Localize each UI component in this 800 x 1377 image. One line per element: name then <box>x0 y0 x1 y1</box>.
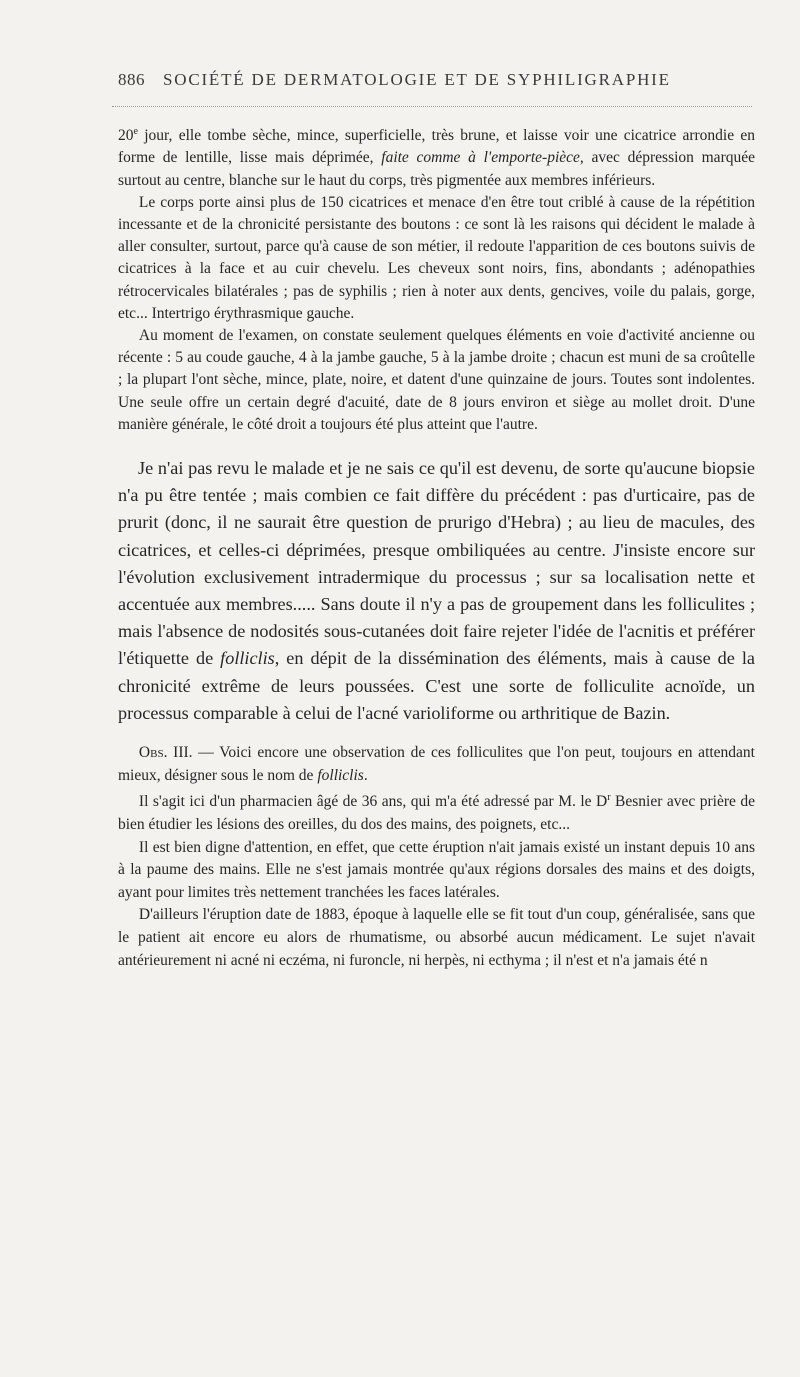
paragraph: Le corps porte ainsi plus de 150 cicatrices et menace d'en être tout criblé à cause de la répétition incessante et de la chronicité persistante des boutons : ce sont là les raisons qui décident le malade à aller consulter, surtout, parce qu'à cause de son métier, il redoute l'apparition de ces boutons suivis de cicatrices à la face et au cuir chevelu. Les cheveux sont noirs, fins, abondants ; adénopathies rétrocervicales bilatérales ; pas de syphilis ; rien à noter aux dents, gencives, voile du palais, gorge, etc... Intertrigo érythrasmique gauche. <box>118 193 755 322</box>
discussion-block <box>118 455 755 727</box>
paragraph: Obs. III. — Voici encore une observation de ces folliculites que l'on peut, toujours en attendant mieux, désigner sous le nom de folliclis. <box>118 744 755 784</box>
observation-3 <box>118 742 755 972</box>
paragraph: Il est bien digne d'attention, en effet, que cette éruption n'ait jamais existé un instant depuis 10 ans à la paume des mains. Elle ne s'est jamais montrée qu'aux régions dorsales des mains et des doigts, ayant pour limites très nettement tranchées les faces latérales. <box>118 838 755 901</box>
paragraph: Je n'ai pas revu le malade et je ne sais ce qu'il est devenu, de sorte qu'aucune biopsie n'a pu être tentée ; mais combien ce fait diffère du précédent : pas d'urticaire, pas de prurit (donc, il ne saurait être question de prurigo d'Hebra) ; au lieu de macules, des cicatrices, et celles-ci déprimées, presque ombiliquées au centre. J'insiste encore sur l'évolution exclusivement intradermique du processus ; sur sa localisation nette et accentuée aux membres..... Sans doute il n'y a pas de groupement dans les folliculites ; mais l'absence de nodosités sous-cutanées doit faire rejeter l'idée de l'acnitis et préférer l'étiquette de folliclis, en dépit de la dissémination des éléments, mais à cause de la chronicité extrême de leurs poussées. C'est une sorte de folliculite acnoïde, un processus comparable à celui de l'acné varioliforme ou arthritique de Bazin. <box>118 458 755 723</box>
running-header <box>118 70 755 104</box>
header-rule <box>112 106 752 107</box>
book-page <box>118 70 755 972</box>
paragraph: Il s'agit ici d'un pharmacien âgé de 36 ans, qui m'a été adressé par M. le $D^r$ Besnier avec prière de bien étudier les lésions des oreilles, du dos des mains, des poignets, etc... <box>118 792 755 833</box>
observation-label: Obs. III. <box>138 744 193 762</box>
case-continuation <box>118 121 755 436</box>
paragraph: D'ailleurs l'éruption date de 1883, époque à laquelle elle se fit tout d'un coup, généralisée, sans que le patient ait encore eu alors de rhumatisme, ou absorbé aucun médicament. Le sujet n'avait antérieurement ni acné ni eczéma, ni furoncle, ni herpès, ni ecthyma ; il n'est et n'a jamais été n <box>118 906 755 969</box>
running-title: SOCIÉTÉ DE DERMATOLOGIE ET DE SYPHILIGRAPHIE <box>163 70 671 89</box>
page-number: 886 <box>118 70 145 89</box>
paragraph: Au moment de l'examen, on constate seulement quelques éléments en voie d'activité ancienne ou récente : 5 au coude gauche, 4 à la jambe gauche, 5 à la jambe droite ; chacun est muni de sa croûtelle ; la plupart l'ont sèche, mince, plate, noire, et datent d'une quinzaine de jours. Toutes sont indolentes. Une seule offre un certain degré d'acuité, date de 8 jours environ et siège au mollet droit. D'une manière générale, le côté droit a toujours été plus atteint que l'autre. <box>118 326 755 433</box>
paragraph: 20e jour, elle tombe sèche, mince, superficielle, très brune, et laisse voir une cicatrice arrondie en forme de lentille, lisse mais déprimée, faite comme à l'emporte-pièce, avec dépression marquée surtout au centre, blanche sur le haut du corps, très pigmentée aux membres inférieurs. <box>118 126 755 189</box>
